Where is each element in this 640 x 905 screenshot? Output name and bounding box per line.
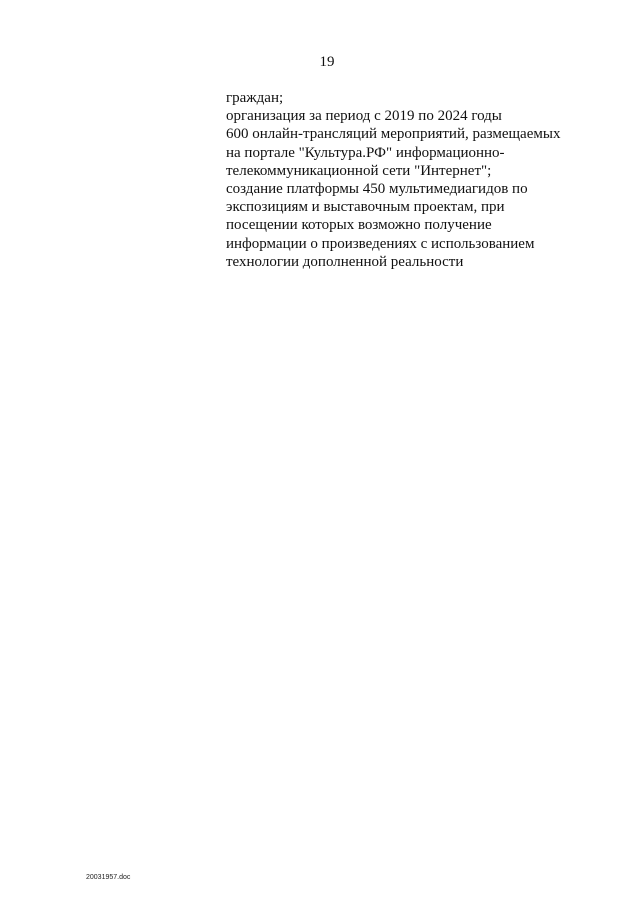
text-line: информации о произведениях с использованием [226, 235, 535, 252]
text-line: посещении которых возможно получение [226, 217, 492, 234]
text-line: создание платформы 450 мультимедиагидов по [226, 181, 528, 198]
text-line: организация за период с 2019 по 2024 годы [226, 108, 502, 125]
text-line: экспозициям и выставочным проектам, при [226, 199, 505, 216]
page-number: 19 [319, 54, 335, 70]
text-line: на портале "Культура.РФ" информационно- [226, 144, 505, 161]
body-text [226, 89, 586, 271]
text-line: 600 онлайн-трансляций мероприятий, размещаемых [226, 126, 561, 143]
text-line: технологии дополненной реальности [226, 253, 464, 270]
text-line: граждан; [226, 90, 284, 106]
footer-filename: 20031957.doc [86, 874, 131, 881]
text-line: телекоммуникационной сети "Интернет"; [226, 162, 492, 179]
